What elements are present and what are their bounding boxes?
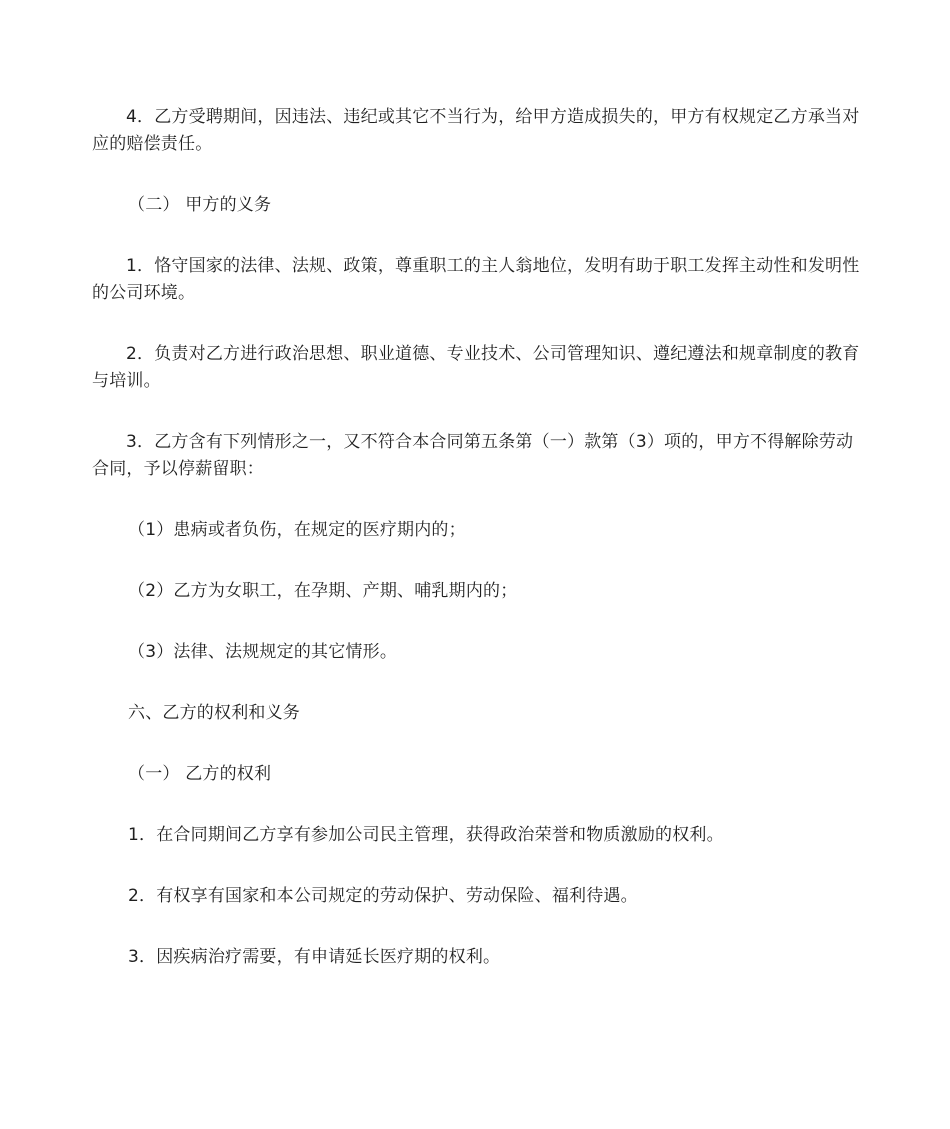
list-item-other: （3）法律、法规规定的其它情形。 xyxy=(128,642,398,662)
paragraph-obligation-1: 1．恪守国家的法律、法规、政策，尊重职工的主人翁地位，发明有助于职工发挥主动性和发明性的公司环境。 xyxy=(92,256,860,303)
paragraph-obligation-3: 3．乙方含有下列情形之一，又不符合本合同第五条第（一）款第（3）项的，甲方不得解除劳动合同，予以停薪留职： xyxy=(92,432,854,479)
paragraph-obligation-2: 2．负责对乙方进行政治思想、职业道德、专业技术、公司管理知识、遵纪遵法和规章制度的教育与培训。 xyxy=(92,344,860,391)
paragraph-right-3: 3．因疾病治疗需要，有申请延长医疗期的权利。 xyxy=(128,947,501,967)
heading-party-a-obligations: （二） 甲方的义务 xyxy=(128,195,272,215)
paragraph-right-2: 2．有权享有国家和本公司规定的劳动保护、劳动保险、福利待遇。 xyxy=(128,886,638,906)
paragraph-right-1: 1．在合同期间乙方享有参加公司民主管理，获得政治荣誉和物质激励的权利。 xyxy=(128,825,724,845)
document-body xyxy=(92,104,864,1005)
list-item-sick-leave: （1）患病或者负伤，在规定的医疗期内的； xyxy=(128,520,466,540)
paragraph-compensation-liability: 4．乙方受聘期间，因违法、违纪或其它不当行为，给甲方造成损失的，甲方有权规定乙方承当对应的赔偿责任。 xyxy=(92,107,860,154)
section-heading-party-b: 六、乙方的权利和义务 xyxy=(128,703,300,723)
list-item-maternity: （2）乙方为女职工，在孕期、产期、哺乳期内的； xyxy=(128,581,518,601)
heading-party-b-rights: （一） 乙方的权利 xyxy=(128,764,272,784)
